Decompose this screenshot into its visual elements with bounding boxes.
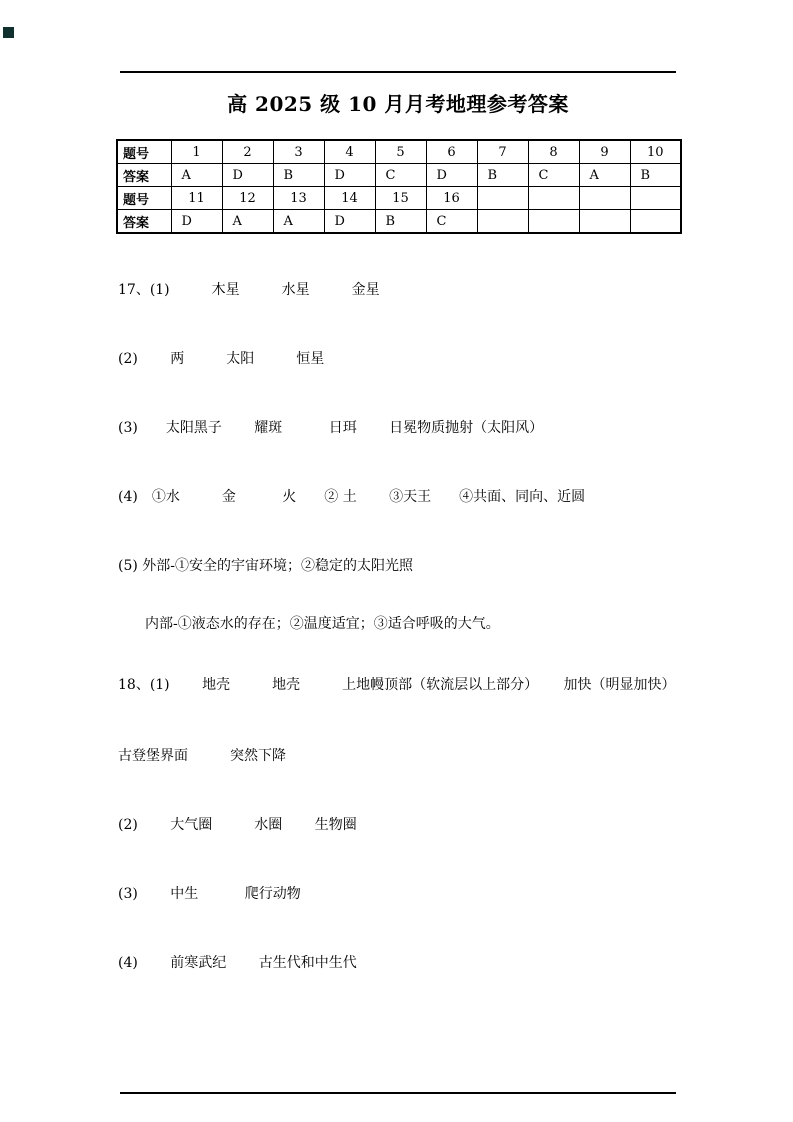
- row-header-cell: 答案: [117, 164, 171, 187]
- answer-cell: A: [579, 164, 630, 187]
- top-divider: [120, 71, 676, 73]
- answer-cell: 2: [222, 140, 273, 164]
- answer-cell: [477, 187, 528, 210]
- answer-cell: D: [324, 164, 375, 187]
- answer-cell: 9: [579, 140, 630, 164]
- answer-cell: 13: [273, 187, 324, 210]
- answer-line: 内部-①液态水的存在；②温度适宜；③适合呼吸的大气。: [145, 616, 500, 632]
- answer-line: (2) 大气圈 水圈 生物圈: [118, 817, 357, 833]
- answer-cell: [528, 210, 579, 234]
- answer-cell: B: [630, 164, 681, 187]
- answer-cell: 1: [171, 140, 222, 164]
- answer-cell: 8: [528, 140, 579, 164]
- answer-cell: 11: [171, 187, 222, 210]
- row-header-cell: 题号: [117, 140, 171, 164]
- page-title: 高 2025 级 10 月月考地理参考答案: [227, 92, 569, 116]
- answer-cell: D: [171, 210, 222, 234]
- answer-cell: 15: [375, 187, 426, 210]
- answer-cell: [528, 187, 579, 210]
- answer-cell: [630, 210, 681, 234]
- answer-line: 17、(1) 木星 水星 金星: [118, 282, 380, 298]
- answer-cell: 6: [426, 140, 477, 164]
- answer-cell: 16: [426, 187, 477, 210]
- answer-cell: D: [222, 164, 273, 187]
- answer-cell: B: [273, 164, 324, 187]
- answer-cell: 5: [375, 140, 426, 164]
- answer-cell: 4: [324, 140, 375, 164]
- bottom-divider: [120, 1092, 676, 1094]
- answer-cell: [579, 187, 630, 210]
- answer-line: 古登堡界面 突然下降: [118, 748, 286, 764]
- answer-cell: [579, 210, 630, 234]
- answer-cell: [630, 187, 681, 210]
- answer-cell: 3: [273, 140, 324, 164]
- answer-cell: C: [426, 210, 477, 234]
- answer-cell: A: [273, 210, 324, 234]
- answer-table-row: [117, 140, 681, 164]
- answer-table: [116, 139, 682, 234]
- row-header-cell: 答案: [117, 210, 171, 234]
- answer-cell: 14: [324, 187, 375, 210]
- answer-cell: D: [426, 164, 477, 187]
- answer-table-row: [117, 187, 681, 210]
- answer-table-row: [117, 164, 681, 187]
- scan-artifact: [3, 27, 14, 38]
- row-header-cell: 题号: [117, 187, 171, 210]
- answer-cell: 7: [477, 140, 528, 164]
- answer-table-row: [117, 210, 681, 234]
- answer-line: (5) 外部-①安全的宇宙环境；②稳定的太阳光照: [118, 558, 414, 574]
- answer-cell: C: [375, 164, 426, 187]
- answer-cell: A: [222, 210, 273, 234]
- answer-line: 18、(1) 地壳 地壳 上地幔顶部（软流层以上部分） 加快（明显加快）: [118, 677, 676, 693]
- answer-cell: 10: [630, 140, 681, 164]
- answer-cell: A: [171, 164, 222, 187]
- answer-cell: B: [477, 164, 528, 187]
- answer-cell: [477, 210, 528, 234]
- answer-text-block: [118, 243, 680, 1023]
- answer-line: (2) 两 太阳 恒星: [118, 351, 325, 367]
- answer-cell: C: [528, 164, 579, 187]
- answer-cell: B: [375, 210, 426, 234]
- answer-line: (4) 前寒武纪 古生代和中生代: [118, 955, 357, 971]
- answer-cell: D: [324, 210, 375, 234]
- answer-line: (3) 中生 爬行动物: [118, 886, 301, 902]
- answer-line: (4) ①水 金 火 ② 土 ③天王 ④共面、同向、近圆: [118, 489, 586, 505]
- answer-cell: 12: [222, 187, 273, 210]
- answer-line: (3) 太阳黑子 耀斑 日珥 日冕物质抛射（太阳风）: [118, 420, 544, 436]
